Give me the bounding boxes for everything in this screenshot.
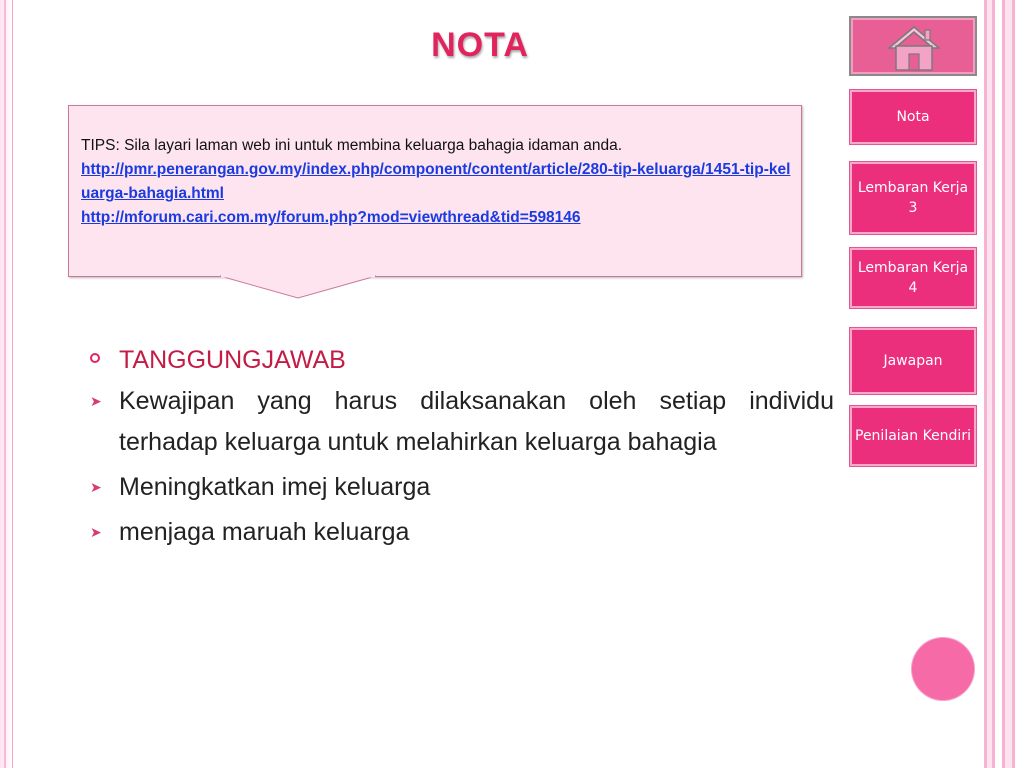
tips-link-cari-forum[interactable]: http://mforum.cari.com.my/forum.php?mod=viewthread&tid=598146: [81, 209, 581, 226]
nav-button-lembaran-kerja-3[interactable]: [850, 162, 976, 234]
nav-button-label: Lembaran Kerja 3: [857, 180, 969, 216]
right-stripe-decoration: [980, 0, 1024, 768]
list-item-text: Kewajipan yang harus dilaksanakan oleh setiap individu terhadap keluarga untuk melahirkan keluarga bahagia: [119, 387, 834, 456]
circle-bullet-icon: [90, 353, 100, 363]
list-item: [88, 512, 834, 553]
tips-link-penerangan[interactable]: http://pmr.penerangan.gov.my/index.php/component/content/article/280-tip-keluarga/1451-tip-keluarga-bahagia.html: [81, 161, 791, 202]
arrow-bullet-icon: ➤: [90, 524, 102, 540]
home-button[interactable]: [849, 16, 977, 76]
nav-button-label: Nota: [896, 109, 930, 125]
list-item-text: Meningkatkan imej keluarga: [119, 473, 431, 501]
list-item-heading: [88, 340, 834, 381]
list-item: [88, 381, 834, 463]
nav-button-label: Penilaian Kendiri: [855, 428, 971, 444]
home-icon: [887, 24, 941, 72]
left-border-decoration: [0, 0, 13, 768]
tips-text: TIPS: Sila layari laman web ini untuk membina keluarga bahagia idaman anda.: [81, 137, 623, 154]
decorative-circle: [912, 638, 974, 700]
nav-button-jawapan[interactable]: [850, 328, 976, 394]
nav-button-label: Lembaran Kerja 4: [857, 260, 969, 296]
arrow-bullet-icon: ➤: [90, 393, 102, 409]
list-item: [88, 467, 834, 508]
list-item-text: menjaga maruah keluarga: [119, 518, 410, 546]
page-title: NOTA: [431, 26, 529, 64]
nav-button-penilaian-kendiri[interactable]: [850, 406, 976, 466]
nav-button-nota[interactable]: [850, 90, 976, 144]
tips-callout: [68, 105, 802, 277]
arrow-bullet-icon: ➤: [90, 479, 102, 495]
content-list: [88, 340, 834, 553]
nav-button-label: Jawapan: [883, 353, 943, 369]
section-heading: TANGGUNGJAWAB: [119, 346, 346, 374]
nav-button-lembaran-kerja-4[interactable]: [850, 248, 976, 308]
callout-tail: [218, 275, 378, 301]
